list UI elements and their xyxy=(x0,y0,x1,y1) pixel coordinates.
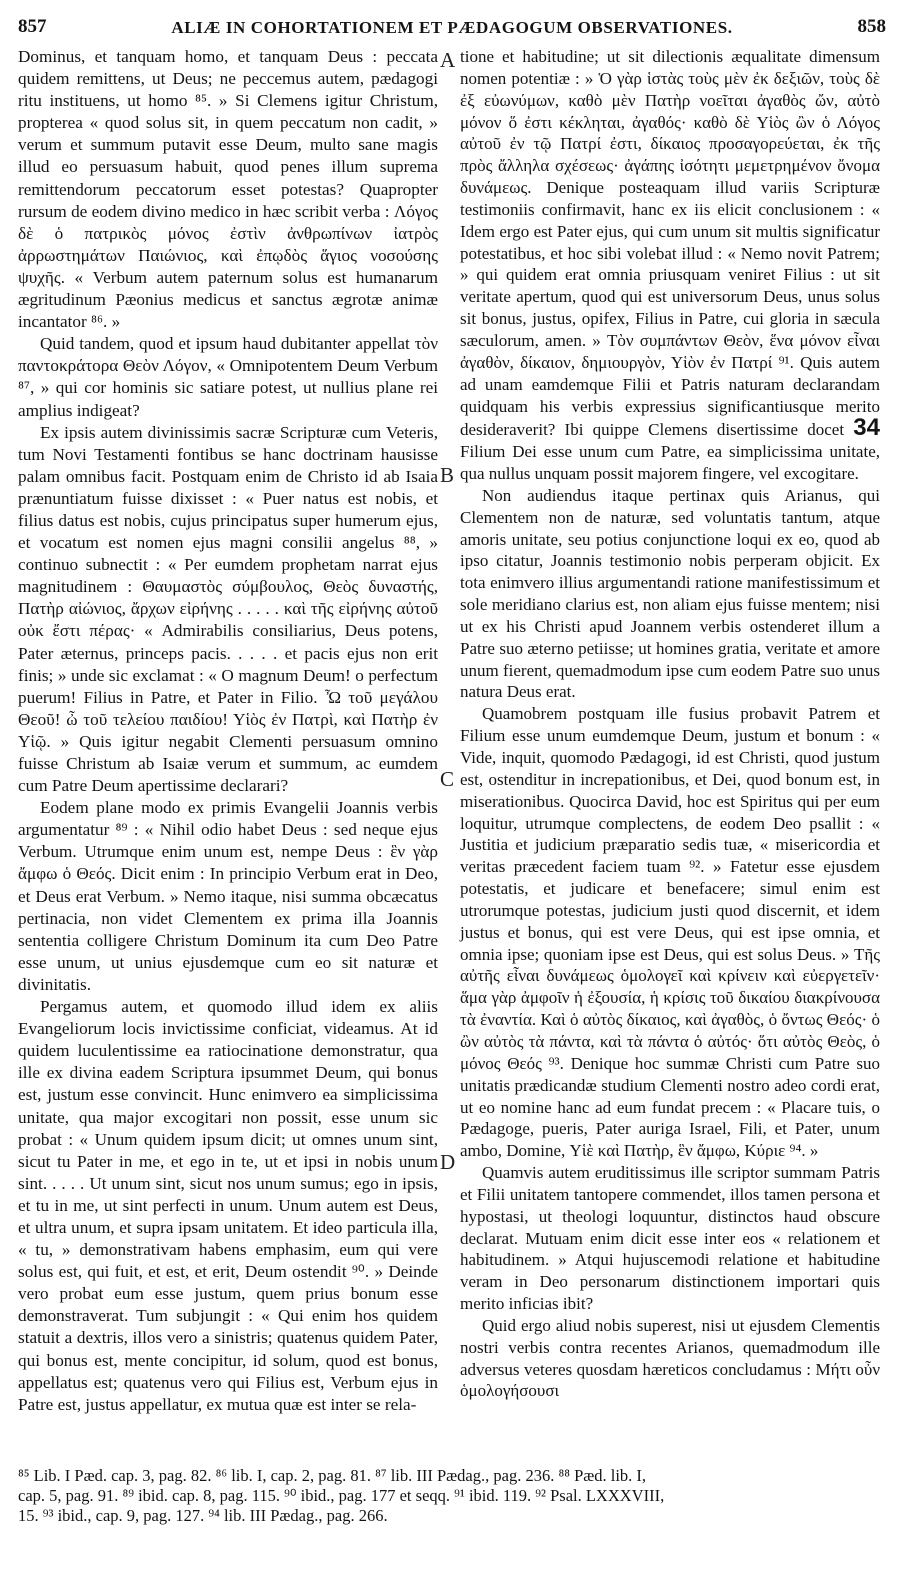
paragraph: Ex ipsis autem divinissimis sacræ Scripturæ cum Veteris, tum Novi Testamenti fontibus se hanc doctrinam hausisse palam omnibus facit. Postquam enim de Christo id ab Isaia prænuntiatum fuisse dixisset : « Puer natus est nobis, et filius datus est nobis, cujus principatus super humerum ejus, et vocatum est nomen ejus magni consilii angelus ⁸⁸, » continuo subnectit : « Per eumdem prophetam narrat ejus magnitudinem : Θαυμαστὸς σύμβουλος, Θεὸς δυναστής, Πατὴρ αἰώνιος, ἄρχων εἰρήνης . . . . . καὶ τῆς εἰρήνης αὐτοῦ οὐκ ἔστι πέρας· « Admirabilis consiliarius, Deus potens, Pater æternus, princeps pacis. . . . . et pacis ejus non erit finis; » unde sic exclamat : « O magnum Deum! o perfectum puerum! Filius in Patre, et Pater in Filio. Ὦ τοῦ μεγάλου Θεοῦ! ὦ τοῦ τελείου παιδίου! Υἱὸς ἐν Πατρὶ, καὶ Πατὴρ ἐν Υἱῷ. » Quis igitur negabit Clementi persuasum omnino fuisse Christum ab Isaiæ verum et summum, ac eumdem cum Patre Deum apertissime declarari? xyxy=(18,422,438,796)
paragraph: Pergamus autem, et quomodo illud idem ex aliis Evangeliorum locis invictissime conficiat, videamus. At id quidem luculentissime ea ratiocinatione demonstratur, qua ille ex divina eadem Scriptura ipsummet Deum, qui bonus est, justum esse convincit. Hunc enimvero ea simplicissima unitate, qua major excogitari non possit, esse unum sic probat : « Unum quidem ipsum dicit; ut omnes unum sint, sicut tu Pater in me, et ego in te, ut et ipsi in nobis unum sint. . . . . Ut unum sint, sicut nos unum sumus; ego in ipsis, et tu in me, ut sint perfecti in unum. Unum autem est Deus, et ultra unum, et supra ipsam unitatem. Et ideo particula illa, « tu, » demonstrativam habens emphasim, eum qui vere solus est, qui fuit, et est, et erit, Deum ostendit ⁹⁰. » Deinde vero probat eum esse justum, quem prius bonum esse demonstraverat. Tum subjungit : « Qui enim hos quidem statuit a dextris, illos vero a sinistris; quatenus quidem Pater, qui bonus est, mente concipitur, id solum, quod est bonus, appellatus est; quatenus vero qui Filius est, Verbum ejus in Patre est, justus appellatur, ex mutua quæ est inter se rela- xyxy=(18,997,438,1414)
margin-marker-a: A xyxy=(440,48,456,72)
margin-marker-b: B xyxy=(440,463,455,487)
footnote-line: 15. ⁹³ ibid., cap. 9, pag. 127. ⁹⁴ lib. III Pædag., pag. 266. xyxy=(18,1506,388,1525)
paragraph xyxy=(460,46,880,485)
paragraph-text: tione et habitudine; ut sit dilectionis æqualitate dimensum nomen potentiæ : » Ὁ γὰρ ἱστὰς τοὺς μὲν ἐκ δεξιῶν, τοὺς δὲ ἐξ εὐωνύμων, καθὸ μὲν Πατὴρ νοεῖται ἀγαθὸς ὤν, αὐτὸ μόνον ὅ ἐστι κέκληται, ἀγαθός· καθὸ δὲ Υἱὸς ὢν ὁ Λόγος αὐτοῦ ἐν τῷ Πατρί ἐστι, δίκαιος προσαγορεύεται, ἐκ τῆς πρὸς ἄλληλα σχέσεως· ἀγάπης ἰσότητι μεμετρημένον ὄνομα δυνάμεως. Denique posteaquam illud variis Scripturæ testimoniis confirmavit, hanc ex iis elicit conclusionem : « Idem ergo est Pater ejus, qui cum unum sit multis significatur potestatibus, et hoc sibi volebat illud : « Nemo novit Patrem; » qui quidem erat omnia priusquam veniret Filius : ut sit veritate apertum, quod qui est universorum Deus, unus solus sit bonus, justus, opifex, Filius in Patre, cui gloria in sæcula sæculorum, amen. » Τὸν συμπάντων Θεὸν, ἕνα μόνον εἶναι ἀγαθὸν, δίκαιον, δημιουργὸν, Υἱὸν ἐν Πατρί ⁹¹. Quis autem ad unam eamdemque Filii et Patris naturam declarandam quidquam his verbis expressius significantiusque merito desideraverit? Ibi quippe Clemens disertissime docet xyxy=(460,47,880,440)
paragraph: Quamobrem postquam ille fusius probavit Patrem et Filium esse unum eumdemque Deum, justum et bonum : « Vide, inquit, quomodo Pædagogi, id est Christi, quod justum est, ostenditur in increpationibus, et Dei, quod bonum est, in miserationibus. Quocirca David, hoc est Spiritus qui per eum loquitur, utrumque complectens, de eodem Deo psallit : « Justitia et judicium præparatio sedis tuæ, « misericordia et veritas præcedent faciem tuam ⁹². » Fatetur esse ejusdem potestatis, et judicare et benefacere; simul enim est utrorumque potestas, judicium justi quod discernit, et idem justus et bonus, qui est vere Deus, qui est ipse omnia, et omnia ipse; quoniam ipse est Deus, qui est solus Deus. » Τῆς αὐτῆς εἶναι δυνάμεως ὁμολογεῖ καὶ κρίνειν καὶ εὐεργετεῖν· ἅμα γὰρ ἀμφοῖν ἡ ἐξουσία, ἡ κρίσις τοῦ δικαίου διακρίνουσα τὰ ἐναντία. Καὶ ὁ αὐτὸς δίκαιος, καὶ ἀγαθὸς, ὁ ὄντως Θεός· ὁ ὢν αὐτὸς τὰ πάντα, καὶ τὰ πάντα ὁ αὐτός· ὅτι αὐτὸς Θεὸς, ὁ μόνος Θεός ⁹³. Denique hoc summæ Christi cum Patre suo unitatis prædicandæ studium Clementi nostro adeo cordi erat, ut eo nomine hanc ad eum fundat precem : « Placare tuis, o Pædagoge, pueris, Pater auriga Israel, Fili, et Pater, unum ambo, Domine, Υἱὲ καὶ Πατὴρ, ἓν ἄμφω, Κύριε ⁹⁴. » xyxy=(460,704,880,1161)
margin-marker-d: D xyxy=(440,1150,456,1174)
footnote-line: ⁸⁵ Lib. I Pæd. cap. 3, pag. 82. ⁸⁶ lib. I, cap. 2, pag. 81. ⁸⁷ lib. III Pædag., pag. 236. ⁸⁸ Pæd. lib. I, xyxy=(18,1466,647,1485)
right-column xyxy=(460,46,880,1402)
paragraph: Non audiendus itaque pertinax quis Arianus, qui Clementem non de naturæ, sed voluntatis tantum, atque amoris unitate, seu potius conjunctione loqui ex eo, quod ab ipso citatur, Joannis testimonio nobis perperam objicit. Ex tota enimvero illius argumentandi ratione manifestissimum et sole meridiano clarius est, non aliam ejus fuisse mentem; nisi ut ex his Christi apud Joannem verbis ostenderet illum a Patre suo æterno petiisse; ut homines gratia, veritate et amore unum fierent, quemadmodum ipse cum eodem Patre suo unus natura Deus erat. xyxy=(460,485,880,702)
paragraph: Eodem plane modo ex primis Evangelii Joannis verbis argumentatur ⁸⁹ : « Nihil odio habet Deus : sed neque ejus Verbum. Utrumque enim unum est, nempe Deus : ἓν γὰρ ἄμφω ὁ Θεός. Dicit enim : In principio Verbum erat in Deo, et Deus erat Verbum. » Nemo itaque, nisi summa obcæcatus pertinacia, non videt Clementem ex prima illa Joannis sententia colligere Christum Dominum ita cum Deo Patre esse unum, ut unius ejusdemque cum eo sit naturæ et divinitatis. xyxy=(18,798,438,994)
paragraph: Dominus, et tanquam homo, et tanquam Deus : peccata quidem remittens, ut Deus; ne peccemus autem, pædagogi ritu instituens, ut homo ⁸⁵. » Si Clemens igitur Christum, propterea « quod solus sit, in quem peccatum non cadit, » verum et summum putavit esse Deum, multo sane magis illud eo persuasum habuit, quod penes illum suprema remittendorum peccatorum esset potestas? Quapropter rursum de eodem divino medico in hæc scribit verba : Λόγος δὲ ὁ πατρικὸς μόνος ἐστὶν ἀνθρωπίνων ἰατρὸς ἀρρωστημάτων Παιώνιος, καὶ ἐπῳδὸς ἅγιος νοσούσης ψυχῆς. « Verbum autem paternum solus est humanarum ægritudinum Pæonius medicus et sanctus ægrotæ animæ incantator ⁸⁶. » xyxy=(18,47,438,332)
paragraph: Quamvis autem eruditissimus ille scriptor summam Patris et Filii unitatem tantopere commendet, illos tamen persona et hypostasi, ut theologi loquuntur, distinctos haud obscure declarat. Mutuam enim dicit esse inter eos « relationem et habitudinem. » Atqui hujuscemodi relatione et habitudine veram in Deo personarum distinctionem importari quis merito inficias ibit? xyxy=(460,1163,880,1314)
paragraph: Quid tandem, quod et ipsum haud dubitanter appellat τὸν παντοκράτορα Θεὸν Λόγον, « Omnipotentem Deum Verbum ⁸⁷, » qui cor hominis sic satiare potest, ut nullius plane rei amplius indigeat? xyxy=(18,334,438,420)
page-header xyxy=(18,16,886,42)
left-column xyxy=(18,46,438,1416)
paragraph-text: Filium Dei esse unum cum Patre, ea simplicissima unitate, qua nullus unquam possit majorem fingere, vel excogitare. xyxy=(460,442,880,484)
footnote-line: cap. 5, pag. 91. ⁸⁹ ibid. cap. 8, pag. 115. ⁹⁰ ibid., pag. 177 et seqq. ⁹¹ ibid. 119. ⁹² Psal. LXXXVIII, xyxy=(18,1486,665,1505)
column-number-marker: 34 xyxy=(853,414,880,442)
paragraph: Quid ergo aliud nobis superest, nisi ut ejusdem Clementis nostri verbis contra recentes Arianos, quemadmodum ille adversus veteres quosdam hæreticos concludamus : Μήτι οὖν ὁμολογήσουσι xyxy=(460,1315,880,1401)
margin-marker-c: C xyxy=(440,767,455,791)
page-number-left: 857 xyxy=(18,16,47,37)
page-number-right: 858 xyxy=(857,16,886,37)
footnotes xyxy=(18,1466,886,1526)
running-title: ALIÆ IN COHORTATIONEM ET PÆDAGOGUM OBSERVATIONES. xyxy=(171,18,733,37)
